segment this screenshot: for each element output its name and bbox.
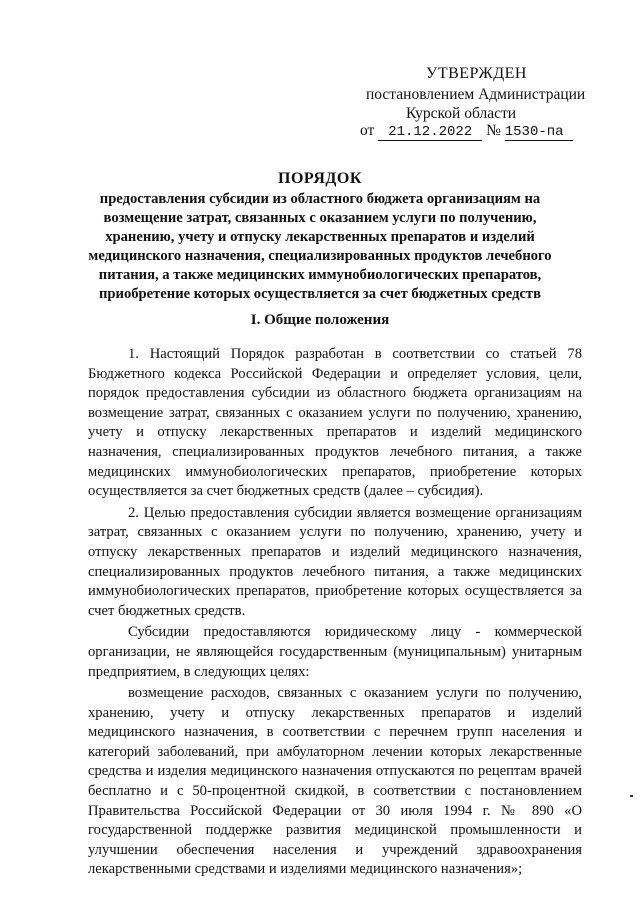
paragraph: возмещение расходов, связанных с оказанием услуги по получению, хранению, учету и отпуску лекарственных препаратов и изделий медицинского назначения, в соответствии с перечнем групп населения и категорий заболеваний, при амбулаторном лечении которых лекарственные средства и изделия медицинского назначения отпускаются по рецептам врачей бесплатно и с 50-процентной скидкой, в соответствии с постановлением Правительства Российской Федерации от 30 июля 1994 г. № 890 «О государственной поддержке развития медицинской промышленности и улучшении обеспечения населения и учреждений здравоохранения лекарственными средствами и изделиями медицинского назначения»;: [88, 685, 582, 878]
approval-number: 1530-па: [505, 124, 573, 141]
document-title: ПОРЯДОК: [278, 170, 362, 187]
approval-line-1: постановлением Администрации: [366, 86, 586, 103]
paragraph: 1. Настоящий Порядок разработан в соответствии со статьей 78 Бюджетного кодекса Российской Федерации и определяет условия, цели, порядок предоставления субсидии из областного бюджета организациям на возмещение затрат, связанных с оказанием услуги по получению, хранению, учету и отпуску лекарственных препаратов и изделий медицинского назначения, специализированных продуктов лечебного питания, а также медицинских иммунобиологических препаратов, приобретение которых осуществляется за счет бюджетных средств (далее – субсидия).: [88, 346, 582, 500]
document-body: [88, 345, 582, 882]
section-title: I. Общие положения: [250, 312, 390, 328]
approval-title: УТВЕРЖДЕН: [426, 65, 527, 82]
paragraph: 2. Целью предоставления субсидии является возмещение организациям затрат, связанных с оказанием услуги по получению, хранению, учету и отпуску лекарственных препаратов и изделий медицинского назначения, специализированных продуктов лечебного питания, а также медицинских иммунобиологических препаратов, приобретение которых осуществляется за счет бюджетных средств.: [88, 504, 582, 619]
paragraph: Субсидии предоставляются юридическому лицу - коммерческой организации, не являющейся государственным (муниципальным) унитарным предприятием, в следующих целях:: [88, 624, 582, 680]
approval-line-2: Курской области: [406, 105, 517, 122]
approval-date-line: [360, 121, 573, 141]
document-subtitle: предоставления субсидии из областного бюджета организациям на возмещение затрат, связанных с оказанием услуги по получению, хранению, учету и отпуску лекарственных препаратов и изделий медицинского назначения, специализированных продуктов лечебного питания, а также медицинских иммунобиологических препаратов, приобретение которых осуществляется за счет бюджетных средств: [88, 191, 552, 302]
date-prefix: от: [360, 122, 375, 139]
approval-date: 21.12.2022: [378, 124, 482, 141]
scan-mark: [630, 795, 633, 797]
number-prefix: №: [486, 122, 501, 139]
